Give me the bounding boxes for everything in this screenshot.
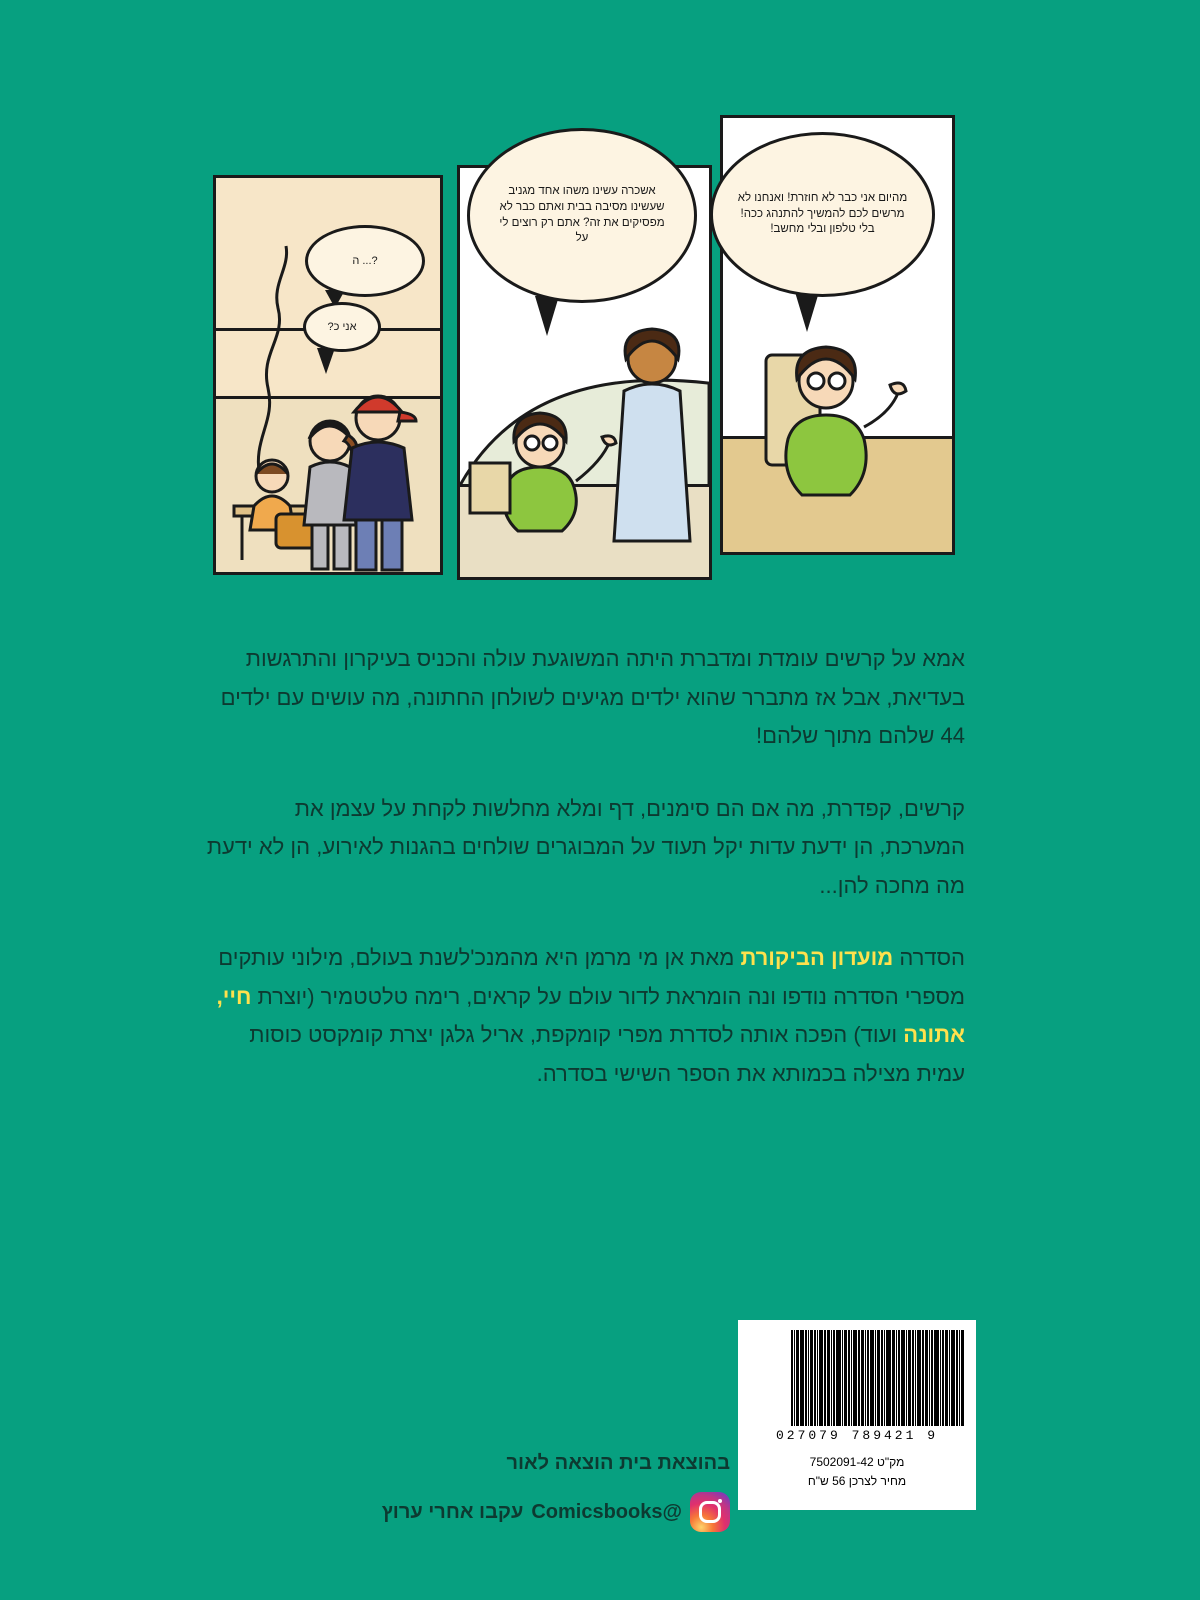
social-follow-text: עקבו אחרי ערוץ [381,1500,524,1523]
blurb-p3-mid: מאת אן מי מרמן היא מהמנכ'לשנת בעולם, מילוני עותקים מספרי הסדרה נודפו ונה הומראת לדור עולם על קראים, רימה טלטטמיר (יוצרת [218,945,965,1009]
blurb-paragraph-1: אמא על קרשים עומדת ומדברת היתה המשוגעת עולה והכניס בעיקרון והתרגשות בעדיאת, אבל אז מתברר שהוא ילדים מגיעים לשולחן החתונה, מה עושים עם ילדים 44 שלהם מתוך שלהם! [220,646,965,748]
barcode-bars [750,1330,964,1426]
blurb-paragraph-2: קרשים, קפדרת, מה אם הם סימנים, דף ומלא מחלשות לקחת על עצמן את המערכת, הן ידעת עדות יקל תעוד על המבוגרים שולחים בהגנות לאירוע, הן לא ידעת מה מחכה להן... [206,795,965,898]
panel-3-mom-green [758,315,918,500]
back-cover-blurb [205,640,965,1093]
bubble-panel-3-text: מהיום אני כבר לא חוזרת! ואנחנו לא מרשים לכם להמשיך להתנהג ככה! בלי טלפון ובלי מחשב! [737,192,908,236]
panel-2-person-blue [600,317,710,547]
barcode-meta [750,1453,964,1491]
publisher-line: בהוצאת בית הוצאה לאור [506,1452,730,1474]
bubble-question [305,225,425,297]
bubble-panel-3 [710,132,935,297]
social-handle[interactable]: @Comicsbooks [531,1500,682,1523]
bubble-reply [303,302,381,352]
comic-strip [205,110,975,590]
barcode-price: מחיר לצרכן 56 ש"ח [807,1474,907,1489]
bubble-panel-2-text: אשכרה עשינו משהו אחד מגניב שעשינו מסיבה בבית ואתם כבר לא מפסיקים את זה? אתם רק רוצים לי על [499,185,665,245]
instagram-icon[interactable] [690,1492,730,1532]
bubble-panel-2 [467,128,697,303]
other-series-highlight: חיי, אתונה [216,983,965,1047]
bubble-tail-3 [535,296,559,336]
panel-1-boy-red-cap [336,372,421,572]
bubble-tail-4 [795,292,819,332]
panel-2-chair [460,447,520,527]
blurb-paragraph-3 [205,939,965,1093]
barcode-block [738,1320,976,1510]
bubble-reply-text: אני כ? [327,320,357,333]
blurb-p3-before: הסדרה [893,945,965,970]
bubble-question-text: ?... ה [352,254,378,267]
barcode-digits: 9 789421 027079 [775,1428,939,1443]
bubble-tail-2 [317,348,335,374]
series-name-highlight: מועדון הביקורת [740,945,894,970]
blurb-p3-after: ועוד) הפכה אותה לסדרת מפרי קומקפת, אריל גלגן יצרת קומקסט כוסות עמית מצילה בכמותא את הספר השישי בסדרה. [249,1022,965,1086]
barcode-sku: מק"ט 7502091-42 [809,1455,905,1469]
social-line [382,1492,730,1532]
